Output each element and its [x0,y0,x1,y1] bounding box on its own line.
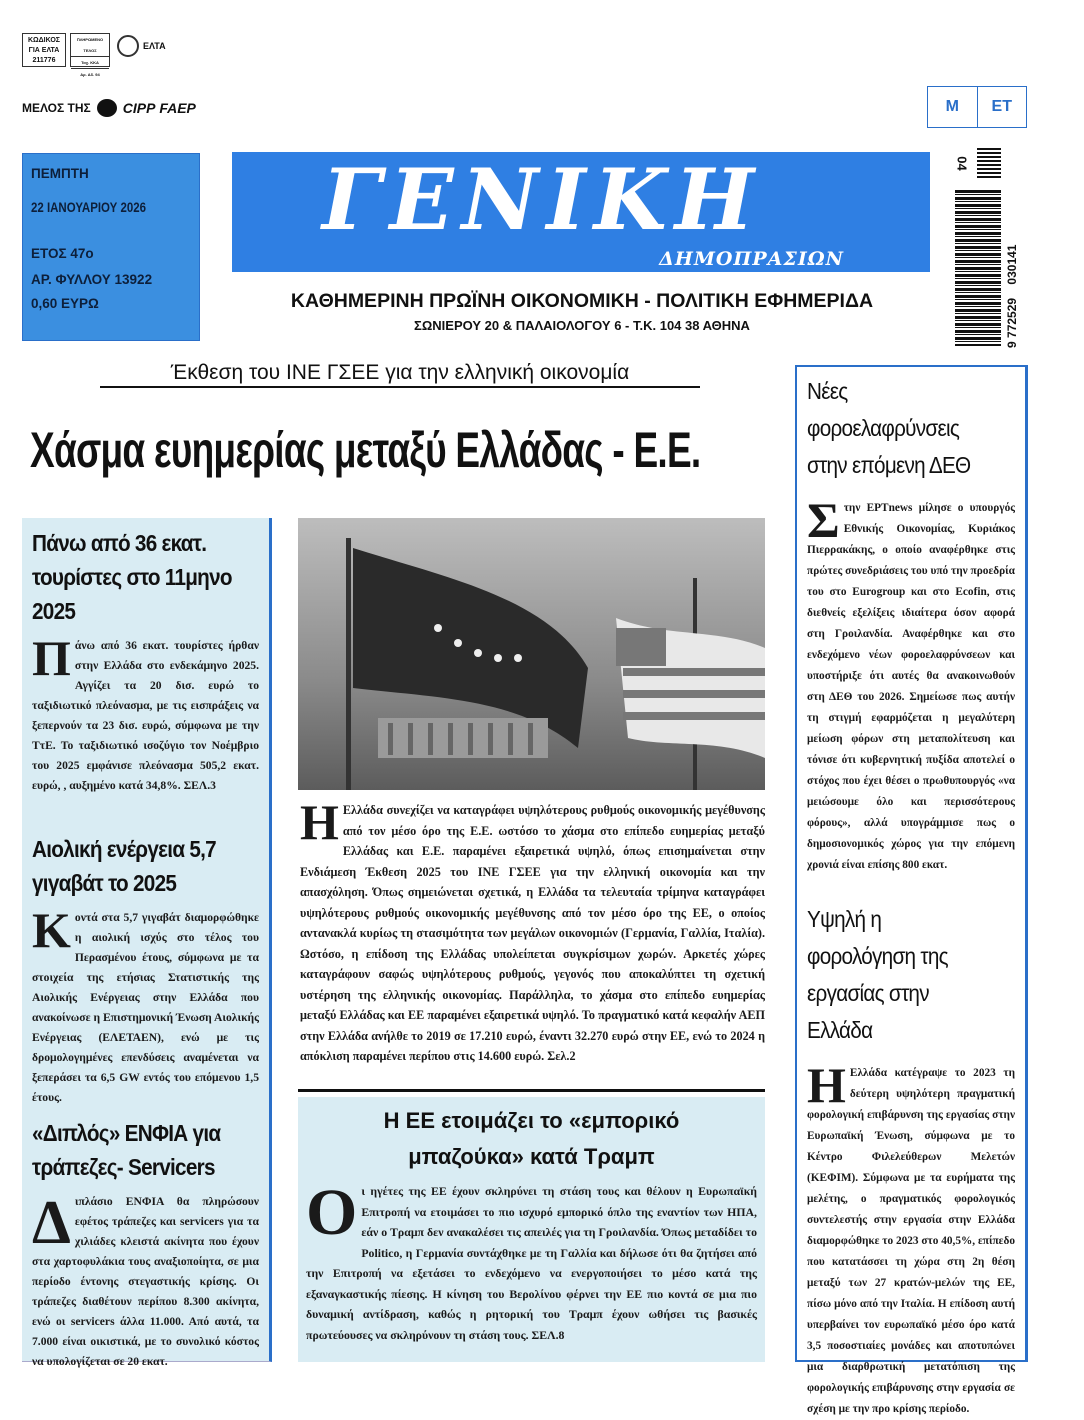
masthead-banner [232,152,930,272]
elta-seal-icon [117,35,139,57]
met-logo-left: M [928,87,978,127]
main-article-body [300,800,765,1084]
newspaper-subtitle: ΔΗΜΟΠΡΑΣΙΩΝ [659,248,844,270]
issue-info-box [22,153,200,341]
section-divider [298,1089,765,1092]
article-text: Ελλάδα συνεχίζει να καταγράφει υψηλότερους ρυθμούς οικονομικής μεγέθυνσης από τον μέσο όρο της Ε.Ε. ωστόσο το χάσμα στο επίπεδο ευημερίας μεταξύ Ελλάδας και Ε.Ε. παραμένει εξαιρετικά υψηλό, όπως επισημαίνεται στην Ενδιάμεση Έκθεση 2025 του ΙΝΕ ΓΣΕΕ για την ελληνική οικονομία και την απασχόληση. Όπως σημειώνεται σχετικά, η Ελλάδα τα τελευταία τρίμηνα καταγράφει υψηλότερους ρυθμούς οικονομικής μεγέθυνσης από τον μέσο όρο της ΕΕ, ο οποίος αντανακλά κυρίως τη στασιμότητα των μεγάλων οικονομιών (Γερμανία, Γαλλία, Ιταλία). Ωστόσο, η επίδοση της Ελλάδας υπολείπεται συγκρίσιμων χωρών. Αρκετές χώρες καταγράφουν σαφώς υψηλότερους ρυθμούς, γεγονός που αποκαλύπτει τη σχετική υστέρηση της ελληνικής οικονομίας. Παράλληλα, το χάσμα στο επίπεδο ευημερίας μεταξύ Ελλάδας και ΕΕ παραμένει εξαιρετικά υψηλό. Το πραγματικό κατά κεφαλήν ΑΕΠ στην Ελλάδα ανήλθε το 2019 σε 17.210 ευρώ, έναντι 32.270 ευρώ στην ΕΕ, ενώ το 2024 η απόκλιση παραμένει περίπου στις 14.600 ευρώ. Σελ.2 [300,803,765,1063]
barcode-digit: 9 [1005,341,1019,348]
drop-cap: Σ [807,492,840,548]
drop-cap: Π [32,630,71,686]
article-body [32,630,259,796]
drop-cap: Δ [32,1189,71,1257]
article-text: την ΕΡΤnews μίλησε ο υπουργός Εθνικής Οικονομίας, Κυριάκος Πιερρακάκης, ο οποίο αναφέρθηκε στις πρώτες συνεδριάσεις του υπό την προεδρία του στο Eurogroup και στο Ecofin, στις διεθνείς εξελίξεις ιδιαίτερα όσον αφορά στη Γροιλανδία. Αναφέρθηκε και στο ενδεχόμενο νέων φοροελαφρύνσεων και υποστήριξε ότι αυτές θα ανακοινωθούν στη ΔΕΘ του 2026. Σημείωσε πως αυτήν τη στιγμή εφαρμόζεται η μεγαλύτερη μείωση φόρων στη μεταπολίτευση και τόνισε ότι κυβερνητική πυξίδα αποτελεί ο στόχος που έχει θέσει ο πρωθυπουργός «να μειώσουμε όλο και περισσότερους φόρους», αλλά υπογράμμισε πως ο δημοσιονομικός χώρος για την επόμενη χρονιά είναι επίσης 800 εκατ. [807,502,1015,871]
stamp-text: 211776 [32,57,56,64]
member-label [22,99,196,117]
article-body [306,1176,757,1345]
drop-cap: Η [807,1057,846,1113]
article-body [32,1189,259,1372]
elta-logo: ΕΛΤΑ [143,41,166,51]
article-text: ιπλάσιο ΕΝΦΙΑ θα πληρώσουν εφέτος τράπεζες και servicers για τα χιλιάδες κλειστά ακίνητα που έχουν στα χαρτοφυλάκια τους αναξιοποίητα, σε μια περίοδο έντονης στεγαστικής κρίσης. Οι τράπεζες διαθέτουν περίπου 8.300 ακίνητα, ενώ οι servicers άλλα 11.000. Από αυτά, τα 7.000 είναι οικιστικά, με το συνολικό κόστος να υπολογίζεται σε 20 εκατ. [32,1195,259,1368]
right-article-1 [807,373,1015,893]
stamp-text: Ταχ. ΚΚΑ [71,56,109,68]
stamp-text: ΚΩΔΙΚΟΣ [27,37,61,44]
barcode-digit: 030141 [1005,244,1019,285]
drop-cap: Κ [32,902,71,958]
member-text: ΜΕΛΟΣ ΤΗΣ [22,101,91,115]
article-title: «Διπλός» ΕΝΦΙΑ για τράπεζες- Servicers [32,1120,221,1180]
article-body [807,492,1015,876]
article-title: Η ΕΕ ετοιμάζει το «εμπορικό μπαζούκα» κατά Τραμπ [383,1108,680,1169]
left-article-3 [32,1108,259,1372]
article-text: Ελλάδα κατέγραψε το 2023 τη δεύτερη υψηλότερη πραγματική φορολογική επιβάρυνση της εργασίας στην Ευρωπαϊκή Ένωση, σύμφωνα με το Κέντρο Φιλελεύθερων Μελετών (ΚΕΦΙΜ). Σύμφωνα με τα ευρήματα της μελέτης, ο πραγματικός φορολογικός συντελεστής στην εργασία στην Ελλάδα διαμορφώθηκε το 2023 στο 40,5%, επίπεδο που κατατάσσει τη χώρα στη 2η θέση μεταξύ των 27 κρατών-μελών της ΕΕ, πίσω μόνο από την Ιταλία. Η επίδοση αυτή υπερβαίνει τον ευρωπαϊκό μέσο όρο κατά 3,5 ποσοστιαίες μονάδες και αποτυπώνει μια διαρθρωτική μετατόπιση της φορολογικής επιβάρυνσης στην εργασία σε σχέση με την προ κρίσης περίοδο. [807,1067,1015,1415]
barcode-digits [1005,192,1019,348]
masthead-address: ΣΩΝΙΕΡΟΥ 20 & ΠΑΛΑΙΟΛΟΓΟΥ 6 - Τ.Κ. 104 38 ΑΘΗΝΑ [414,318,750,333]
article-title: Πάνω από 36 εκατ. τουρίστες στο 11μηνο 2025 [32,530,232,624]
issue-number: ΑΡ. ΦΥΛΛΟΥ 13922 [31,272,153,287]
issue-year: ΕΤΟΣ 47ο [31,246,94,261]
article-text: άνω από 36 εκατ. τουρίστες ήρθαν στην Ελλάδα στο ενδεκάμηνο 2025. Αγγίζει τα 20 δισ. ευρώ το ταξιδιωτικό πλεόνασμα, με τις εισπράξεις να ξεπερνούν τα 23 δισ. ευρώ, σύμφωνα με την ΤτΕ. Το ταξιδιωτικό ισοζύγιο τον Νοέμβριο του 2025 εμφάνισε πλεόνασμα 505,2 εκατ. ευρώ, , αυξημένο κατά 34,8%. ΣΕΛ.3 [32,639,259,792]
newspaper-title: ΓΕΝΙΚΗ [322,152,763,249]
met-logo-right: ET [991,98,1012,115]
main-headline: Χάσμα ευημερίας μεταξύ Ελλάδας - Ε.Ε. [30,422,701,478]
masthead-tagline: ΚΑΘΗΜΕΡΙΝΗ ΠΡΩΪΝΗ ΟΙΚΟΝΟΜΙΚΗ - ΠΟΛΙΤΙΚΗ ΕΦΗΜΕΡΙΔΑ [290,290,874,312]
stamp-text: ΠΛΗΡΩΜΕΝΟ ΤΕΛΟΣ [76,37,104,53]
flags-illustration [298,518,765,790]
elta-code-stamp [22,33,66,67]
left-article-2 [32,826,259,1108]
stamp-text: ΓΙΑ ΕΛΤΑ [28,47,60,54]
drop-cap: Ο [306,1176,358,1249]
article-body [32,902,259,1108]
postage-paid-stamp [70,33,110,77]
issue-day: ΠΕΜΠΤΗ [31,166,89,181]
article-title: Αιολική ενέργεια 5,7 γιγαβάτ το 2025 [32,836,216,896]
eu-greece-flags-photo [298,518,765,790]
barcode-digit: 772529 [1005,297,1019,338]
right-article-2 [807,893,1015,1420]
left-article-1 [32,526,259,826]
left-news-column [22,518,272,1368]
drop-cap: Η [300,800,339,850]
right-news-column [795,365,1028,1415]
barcode [955,148,1025,348]
article-body [807,1057,1015,1420]
headline-overline: Έκθεση του ΙΝΕ ΓΣΕΕ για την ελληνική οικονομία [100,360,700,388]
eae-logo-icon [97,99,117,117]
barcode-issue-code: 04 [954,156,970,171]
met-logo [927,86,1027,128]
center-news-box [298,1097,765,1362]
article-title: Νέες φοροελαφρύνσεις στην επόμενη ΔΕΘ [807,378,971,478]
issue-price: 0,60 ΕΥΡΩ [31,296,99,311]
stamp-text: Αρ. Αδ. 94 [71,68,109,80]
member-orgs-logo: ϹΙΡΡ FAEP [122,100,196,116]
article-text: οντά στα 5,7 γιγαβάτ διαμορφώθηκε η αιολική ισχύς στο τέλος του Περασμένου έτους, σύμφωνα με τα στοιχεία της ετήσιας Στατιστικής της Αιολικής Ενέργειας στην Ελλάδα που ανακοίνωσε η Επιστημονική Ένωση Αιολικής Ενέργειας (ΕΛΕΤΑΕΝ), ενώ με τις δρομολογημένες επενδύσεις αναμένεται να ξεπεράσει τα 6,5 GW εντός του επόμενου 1,5 έτους. [32,911,259,1104]
barcode-bars [955,190,1001,346]
article-title: Υψηλή η φορολόγηση της εργασίας στην Ελλάδα [807,906,948,1043]
barcode-addon-bars [977,148,1001,178]
article-text: ι ηγέτες της ΕΕ έχουν σκληρύνει τη στάση τους και θέλουν η Ευρωπαϊκή Επιτροπή να ετοιμάσει το πιο ισχυρό εμπορικό όπλο της εναντίον των ΗΠΑ, εάν ο Τραμπ δεν ανακαλέσει τις απειλές για τη Γροιλανδία. Όπως μεταδίδει το Politico, η Γερμανία συντάχθηκε με τη Γαλλία και δήλωσε ότι θα ζητήσει από την Επιτροπή να εξετάσει το ενδεχόμενο να ενεργοποιήσει το μέσο κατά της εξαναγκαστικής πίεσης. Η κίνηση του Βερολίνου φέρνει την ΕΕ πιο κοντά σε μια πιο δυναμική αντίδραση, καθώς η ρητορική του Τραμπ έχουν ωθήσει τις βασικές πρωτεύουσες να σκληρύνουν τη στάση τους. ΣΕΛ.8 [306,1184,757,1342]
issue-date: 22 ΙΑΝΟΥΑΡΙΟΥ 2026 [31,200,147,215]
